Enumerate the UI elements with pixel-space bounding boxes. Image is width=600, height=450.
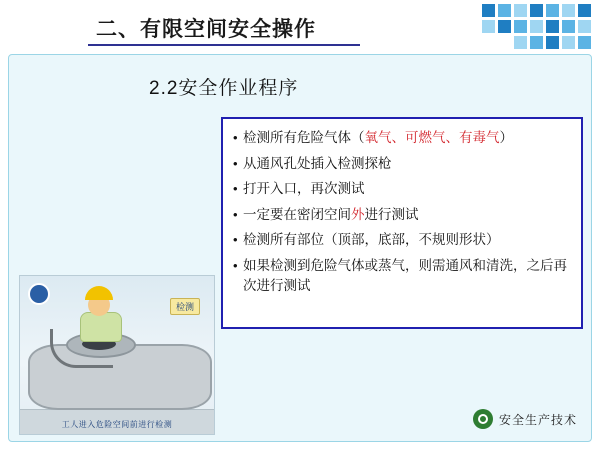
- illustration-tank: [28, 344, 212, 410]
- content-panel: [8, 54, 592, 442]
- procedure-bullet-item: [233, 205, 573, 226]
- illustration-logo-icon: [28, 283, 50, 305]
- bullet-highlight-text: 外: [351, 206, 365, 222]
- illustration-tag-label: 检测: [170, 298, 200, 315]
- bullet-text: 检测所有危险气体（: [243, 130, 365, 145]
- decorative-square-4: [546, 4, 559, 17]
- safety-seal-icon: [473, 409, 493, 429]
- decorative-square-17: [562, 36, 575, 49]
- footer-badge: [473, 409, 577, 429]
- decorative-squares: [482, 4, 594, 48]
- procedure-bullet-item: [233, 128, 573, 149]
- bullet-text: 进行测试: [364, 206, 419, 222]
- bullet-text: 从通风孔处插入检测探枪: [243, 155, 392, 171]
- decorative-square-1: [498, 4, 511, 17]
- illustration-image: [19, 275, 215, 435]
- bullet-text: 一定要在密闭空间: [243, 206, 351, 222]
- page-title: 二、有限空间安全操作: [96, 18, 316, 41]
- decorative-square-7: [482, 20, 495, 33]
- illustration-caption: 工人进入危险空间前进行检测: [61, 420, 173, 429]
- slide-title-bar: [0, 0, 600, 52]
- procedure-bullet-box: [221, 117, 583, 329]
- decorative-square-8: [498, 20, 511, 33]
- decorative-square-18: [578, 36, 591, 49]
- illustration-hose: [50, 329, 113, 368]
- bullet-text: ）: [499, 130, 513, 145]
- decorative-square-9: [514, 20, 527, 33]
- procedure-bullet-item: [233, 230, 573, 251]
- decorative-square-13: [578, 20, 591, 33]
- footer-badge-label: 安全生产技术: [498, 412, 577, 427]
- decorative-square-10: [530, 20, 543, 33]
- decorative-square-3: [530, 4, 543, 17]
- procedure-bullet-item: [233, 256, 573, 297]
- decorative-square-16: [546, 36, 559, 49]
- decorative-square-6: [578, 4, 591, 17]
- decorative-square-15: [530, 36, 543, 49]
- bullet-text: 打开入口，再次测试: [243, 181, 365, 197]
- section-subtitle: 2.2安全作业程序: [149, 78, 299, 99]
- procedure-bullet-item: [233, 154, 573, 175]
- title-underline: [88, 44, 360, 46]
- decorative-square-11: [546, 20, 559, 33]
- decorative-square-0: [482, 4, 495, 17]
- bullet-text: 如果检测到危险气体或蒸气，则需通风和清洗，之后再次进行测试: [243, 257, 567, 294]
- bullet-highlight-text: 氧气、可燃气、有毒气: [364, 130, 500, 145]
- decorative-square-14: [514, 36, 527, 49]
- decorative-square-5: [562, 4, 575, 17]
- decorative-square-2: [514, 4, 527, 17]
- decorative-square-12: [562, 20, 575, 33]
- bullet-text: 检测所有部位（顶部，底部，不规则形状）: [243, 232, 500, 248]
- procedure-bullet-item: [233, 179, 573, 200]
